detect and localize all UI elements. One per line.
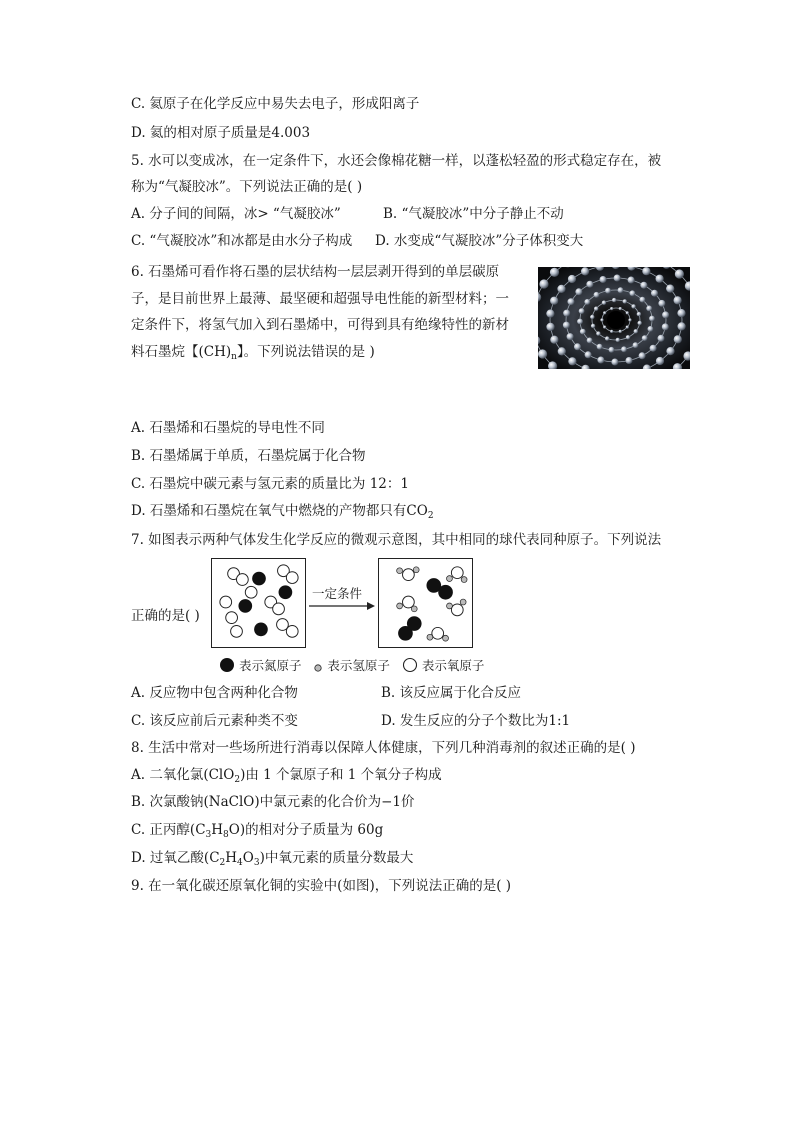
carbon-atom-ball: [586, 281, 593, 288]
carbon-atom-ball: [602, 301, 606, 305]
carbon-atom-ball: [634, 329, 638, 333]
carbon-atom-ball: [646, 306, 652, 312]
legend-oxygen: 表示氧原子: [421, 658, 485, 673]
carbon-atom-ball: [600, 276, 607, 283]
carbon-atom-ball: [584, 299, 590, 305]
carbon-atom-ball: [658, 335, 665, 342]
carbon-atom-ball: [581, 267, 589, 275]
carbon-atom-ball: [619, 307, 622, 310]
carbon-atom-ball: [546, 310, 554, 318]
q4-option-c: C. 氦原子在化学反应中易失去电子，形成阳离子: [131, 96, 420, 112]
carbon-atom-ball: [603, 311, 606, 314]
q8-option-d: D. 过氧乙酸$(C_2H_4O_3)$中氧元素的质量分数最大: [131, 850, 414, 868]
carbon-atom-ball: [609, 347, 615, 353]
graphene-nanotube-image: [538, 267, 690, 369]
q5-option-c: C. “气凝胶冰”和冰都是由水分子构成: [131, 233, 353, 249]
q8-option-c: C. 正丙醇$(C_3H_8O)$的相对分子质量为 60g: [131, 822, 384, 840]
carbon-atom-ball: [656, 357, 664, 365]
q6-option-b: B. 石墨烯属于单质，石墨烷属于化合物: [131, 448, 366, 464]
q6-option-d: D. 石墨烯和石墨烷在氧气中燃烧的产物都只有$CO_2$: [131, 503, 434, 521]
carbon-atom-ball: [597, 344, 603, 350]
q5-stem-line1: 5. 水可以变成冰，在一定条件下，水还会像棉花糖一样，以蓬松轻盈的形式稳定存在，被: [131, 153, 662, 169]
carbon-atom-ball: [623, 299, 627, 303]
carbon-atom-ball: [550, 336, 558, 344]
carbon-atom-ball: [656, 275, 664, 283]
carbon-atom-ball: [626, 326, 629, 329]
carbon-atom-ball: [642, 335, 648, 341]
q8-option-a: A. 二氧化氯(ClO$_2$)由 1 个氯原子和 1 个氧分子构成: [131, 767, 442, 785]
carbon-atom-ball: [638, 321, 642, 325]
arrow-label: 一定条件: [312, 586, 363, 601]
q5-option-a: A. 分子间的间隔，冰> “气凝胶冰”: [131, 206, 341, 222]
carbon-atom-ball: [614, 275, 621, 282]
carbon-atom-ball: [568, 298, 575, 305]
q4-option-d: D. 氦的相对原子质量是4.003: [131, 125, 311, 141]
carbon-atom-ball: [591, 324, 595, 328]
products-box: [378, 558, 473, 648]
q8-option-b: B. 次氯酸钠(NaClO)中氯元素的化合价为−1价: [131, 794, 415, 810]
carbon-atom-ball: [648, 326, 654, 332]
q6-option-c: C. 石墨烷中碳元素与氢元素的质量比为 12：1: [131, 476, 409, 492]
carbon-atom-ball: [637, 312, 641, 316]
carbon-atom-ball: [639, 352, 646, 359]
q7-stem-line1: 7. 如图表示两种气体发生化学反应的微观示意图，其中相同的球代表同种原子。下列说法: [131, 532, 662, 548]
carbon-atom-ball: [626, 311, 629, 314]
q5-stem-line2: 称为“气凝胶冰”。下列说法正确的是( ): [131, 179, 363, 195]
carbon-atom-ball: [594, 292, 600, 298]
carbon-atom-ball: [612, 298, 616, 302]
carbon-atom-ball: [630, 290, 636, 296]
carbon-atom-ball: [558, 347, 566, 355]
atom-legend: [219, 656, 484, 679]
carbon-atom-ball: [674, 296, 682, 304]
carbon-atom-ball: [594, 307, 598, 311]
carbon-atom-ball: [658, 300, 665, 307]
q6-stem-line4: 料石墨烷【$(CH)_n$】。下列说法错误的是 ): [131, 344, 375, 362]
carbon-atom-ball: [577, 319, 583, 325]
carbon-atom-ball: [650, 345, 657, 352]
q7-option-d: D. 发生反应的分子个数比为1:1: [381, 713, 571, 729]
carbon-atom-ball: [649, 316, 655, 322]
carbon-atom-ball: [579, 308, 585, 314]
carbon-atom-ball: [585, 351, 592, 358]
q7-option-c: C. 该反应前后元素种类不变: [131, 713, 298, 729]
carbon-atom-ball: [580, 329, 586, 335]
reactants-box: [211, 558, 306, 648]
carbon-atom-ball: [621, 346, 627, 352]
q6-option-a: A. 石墨烯和石墨烷的导电性不同: [131, 420, 325, 436]
q7-option-b: B. 该反应属于化合反应: [381, 685, 522, 701]
carbon-atom-ball: [616, 338, 620, 342]
carbon-atom-ball: [626, 335, 630, 339]
carbon-atom-ball: [662, 311, 669, 318]
legend-hydrogen: 表示氢原子: [327, 658, 390, 673]
carbon-atom-ball: [596, 331, 600, 335]
carbon-atom-ball: [587, 338, 593, 344]
carbon-atom-ball: [546, 323, 554, 331]
carbon-atom-ball: [678, 322, 686, 330]
legend-nitrogen: 表示氮原子: [238, 658, 302, 673]
carbon-atom-ball: [633, 342, 639, 348]
q7-stem-line2: 正确的是( ): [131, 608, 200, 624]
carbon-atom-ball: [626, 357, 633, 364]
carbon-atom-ball: [568, 357, 576, 365]
carbon-atom-ball: [557, 285, 565, 293]
carbon-atom-ball: [575, 288, 582, 295]
carbon-atom-ball: [677, 309, 685, 317]
carbon-atom-ball: [640, 297, 646, 303]
carbon-atom-ball: [610, 307, 613, 310]
carbon-atom-ball: [640, 282, 647, 289]
q6-stem-line3: 定条件下，将氢气加入到石墨烯中，可得到具有绝缘特性的新材: [131, 317, 509, 333]
carbon-atom-ball: [666, 347, 674, 355]
carbon-atom-ball: [642, 267, 650, 275]
carbon-atom-ball: [563, 310, 570, 317]
carbon-atom-ball: [662, 323, 669, 330]
q8-stem: 8. 生活中常对一些场所进行消毒以保障人体健康，下列几种消毒剂的叙述正确的是( ): [131, 740, 636, 756]
carbon-atom-ball: [674, 335, 682, 343]
reaction-arrow: [307, 580, 377, 620]
carbon-atom-ball: [628, 277, 635, 284]
q7-option-a: A. 反应物中包含两种化合物: [131, 685, 298, 701]
carbon-atom-ball: [550, 268, 559, 277]
carbon-atom-ball: [563, 322, 570, 329]
product-molecule: [397, 567, 419, 581]
carbon-atom-ball: [567, 333, 574, 340]
carbon-atom-ball: [574, 343, 581, 350]
nitrogen-atom-icon: [219, 657, 235, 679]
carbon-atom-ball: [666, 285, 674, 293]
hydrogen-atom-icon: [313, 659, 323, 679]
carbon-atom-ball: [597, 357, 604, 364]
carbon-atom-ball: [550, 297, 558, 305]
q6-stem-line1: 6. 石墨烯可看作将石墨的层状结构一层层剥开得到的单层碳原: [131, 264, 500, 280]
q9-stem: 9. 在一氧化碳还原氧化铜的实验中(如图)，下列说法正确的是( ): [131, 878, 512, 894]
carbon-atom-ball: [619, 330, 622, 333]
carbon-atom-ball: [618, 287, 624, 293]
carbon-atom-ball: [603, 326, 606, 329]
carbon-atom-ball: [675, 269, 684, 278]
q5-option-d: D. 水变成“气凝胶冰”分子体积变大: [375, 233, 584, 249]
carbon-atom-ball: [538, 349, 547, 358]
carbon-atom-ball: [631, 304, 635, 308]
carbon-atom-ball: [605, 336, 609, 340]
carbon-atom-ball: [651, 290, 658, 297]
q6-stem-line2: 子，是目前世界上最薄、最坚硬和超强导电性能的新型材料；一: [131, 291, 509, 307]
carbon-atom-ball: [610, 330, 613, 333]
carbon-atom-ball: [628, 318, 631, 321]
carbon-atom-ball: [568, 275, 576, 283]
carbon-atom-ball: [590, 315, 594, 319]
oxygen-atom-icon: [402, 657, 418, 679]
carbon-atom-ball: [539, 279, 548, 288]
q5-option-b: B. “气凝胶冰”中分子静止不动: [383, 206, 564, 222]
carbon-atom-ball: [600, 318, 603, 321]
carbon-atom-ball: [611, 359, 618, 366]
carbon-atom-ball: [605, 288, 611, 294]
